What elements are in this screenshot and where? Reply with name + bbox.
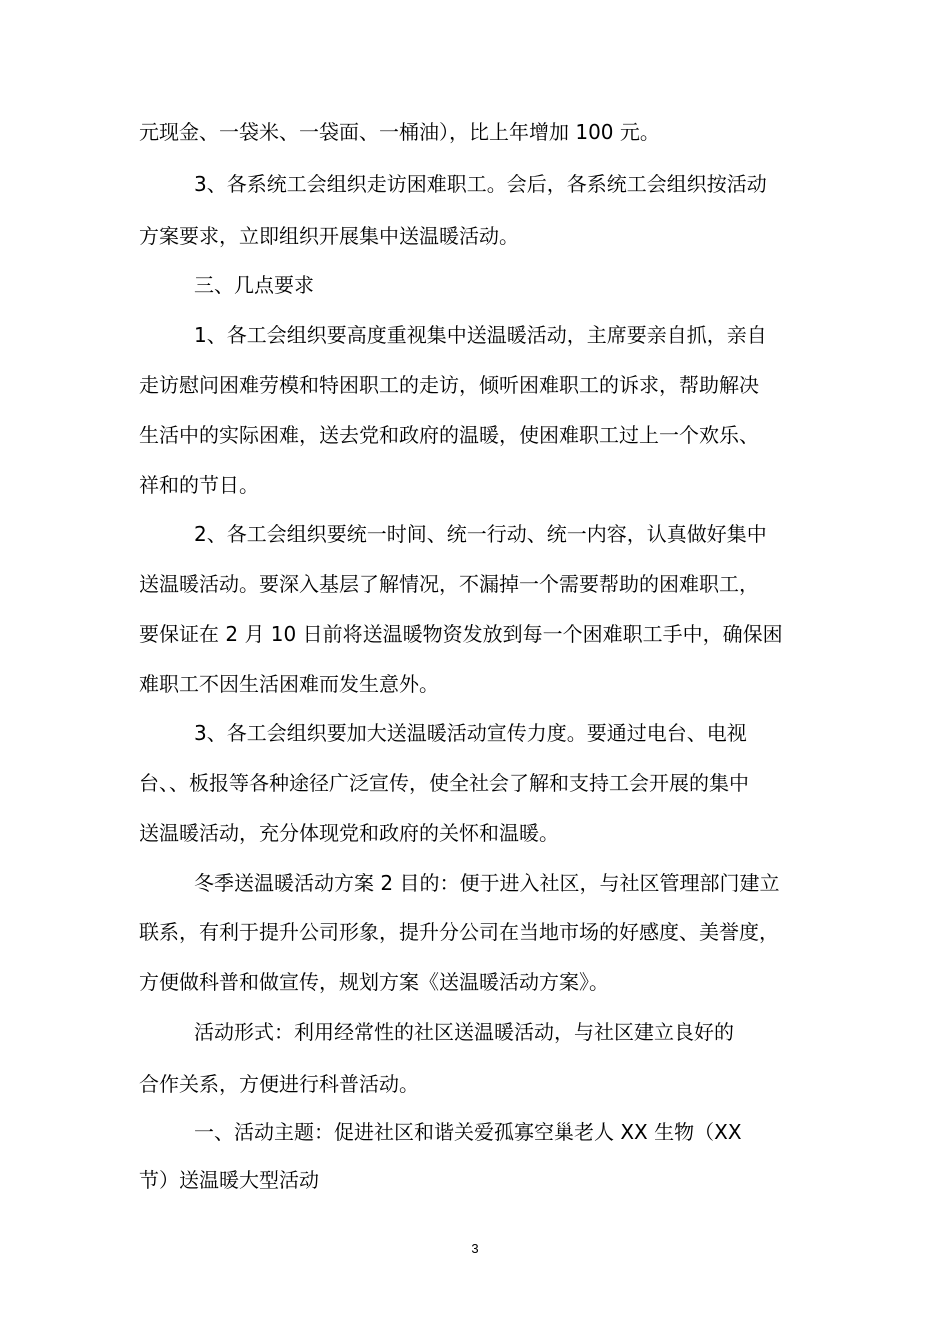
text-line: 冬季送温暖活动方案 2 目的：便于进入社区，与社区管理部门建立: [194, 871, 780, 895]
text-line: 活动形式：利用经常性的社区送温暖活动，与社区建立良好的: [194, 1020, 734, 1044]
text-line: 走访慰问困难劳模和特困职工的走访，倾听困难职工的诉求，帮助解决: [139, 373, 759, 397]
section-heading: 三、几点要求: [194, 273, 314, 297]
text-line: 生活中的实际困难，送去党和政府的温暖，使困难职工过上一个欢乐、: [139, 423, 759, 447]
text-line: 祥和的节日。: [139, 473, 259, 497]
text-line: 一、活动主题：促进社区和谐关爱孤寡空巢老人 XX 生物（XX: [194, 1120, 742, 1144]
text-line: 3、各系统工会组织走访困难职工。会后，各系统工会组织按活动: [194, 172, 767, 196]
text-line: 1、各工会组织要高度重视集中送温暖活动，主席要亲自抓，亲自: [194, 323, 767, 347]
text-line: 联系，有利于提升公司形象，提升分公司在当地市场的好感度、美誉度，: [139, 920, 779, 944]
text-line: 节）送温暖大型活动: [139, 1168, 319, 1192]
text-line: 难职工不因生活困难而发生意外。: [139, 672, 439, 696]
text-line: 2、各工会组织要统一时间、统一行动、统一内容，认真做好集中: [194, 522, 767, 546]
text-line: 元现金、一袋米、一袋面、一桶油），比上年增加 100 元。: [139, 120, 660, 144]
text-line: 方案要求，立即组织开展集中送温暖活动。: [139, 224, 519, 248]
text-line: 方便做科普和做宣传，规划方案《送温暖活动方案》。: [139, 970, 609, 994]
text-line: 台、、板报等各种途径广泛宣传，使全社会了解和支持工会开展的集中: [139, 771, 749, 795]
text-line: 送温暖活动。要深入基层了解情况，不漏掉一个需要帮助的困难职工，: [139, 572, 759, 596]
text-line: 送温暖活动，充分体现党和政府的关怀和温暖。: [139, 821, 559, 845]
page-number: 3: [471, 1241, 479, 1256]
text-line: 合作关系，方便进行科普活动。: [139, 1072, 419, 1096]
text-line: 要保证在 2 月 10 日前将送温暖物资发放到每一个困难职工手中，确保困: [139, 622, 783, 646]
text-line: 3、各工会组织要加大送温暖活动宣传力度。要通过电台、电视: [194, 721, 747, 745]
